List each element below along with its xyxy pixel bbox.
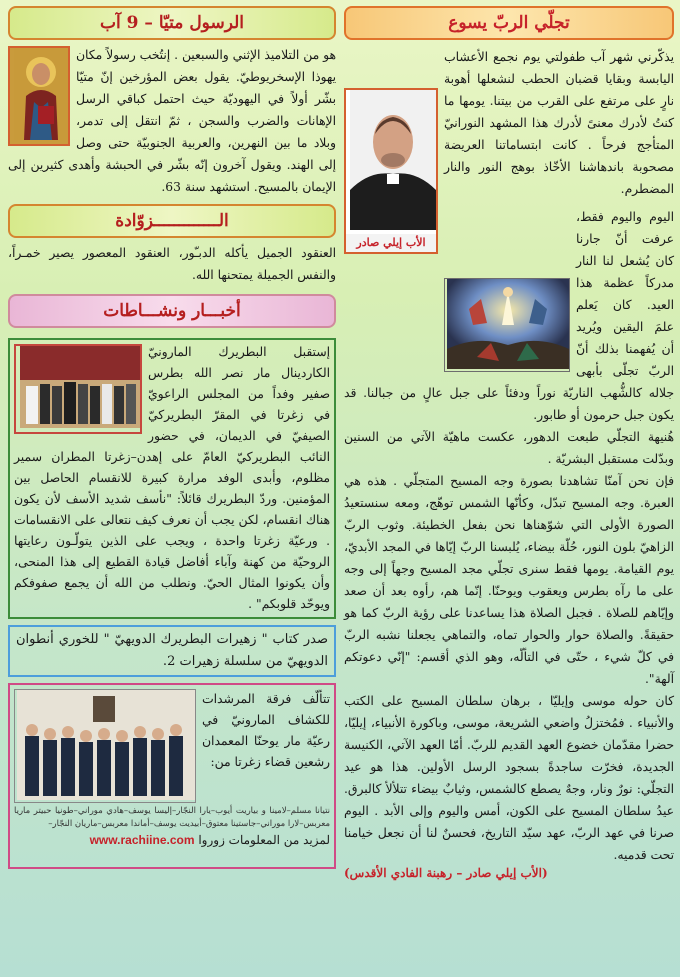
news-title: أخبـــار ونشـــاطات xyxy=(8,294,336,328)
more-info-label: لمزيد من المعلومات زوروا xyxy=(198,833,330,847)
article-paragraph-5: كان حوله موسى وإيليّا ، برهان سلطان المسيح على الكتب والأنبياء . فمُختزلُ واضعي الشريعة، موسى، وباكورة الأنبياء، إيليّا، حضرا مقدّمان خضوع العهد القديم للربّ. أمّا العهد الآتي، الكنيسة الجديدة، فخرّت ساجدةً بسجود الرسل الأولين. هذا هو عيد التجلّي: نورٌ ونار، وجهٌ يصطع كالشمس، وثيابٌ بيضاء تتلألأ كالبرق. عيدُ سلطان المسيح على الكون، أمس واليوم وإلى الأبد . اليوم صرنا في عهد الربّ، عهد سيّد التاريخ، فحسنٌ لنا أن نجعل خيامنا تحت قدميه. xyxy=(344,694,674,862)
priest-photo-caption: الأب إيلي صادر xyxy=(346,234,436,252)
article-paragraph-1 xyxy=(344,46,674,249)
saint-icon-image xyxy=(8,46,70,146)
article-signature: (الأب إيلي صادر – رهبنة الفادي الأقدس) xyxy=(344,866,548,880)
more-info-line xyxy=(14,831,330,849)
article-title: تجلّي الربّ يسوع xyxy=(344,6,674,40)
article-column xyxy=(344,6,674,880)
news-item-scouts xyxy=(8,683,336,869)
website-link[interactable]: www.rachiine.com xyxy=(89,833,195,847)
article-text-1: يذكّرني شهر آب طفولتي يوم نجمع الأعشاب اليابسة وبقايا قضبان الحطب لنشعلها أهوبة نارٍ على مرتفع على القرب من بيتنا. يومها ما كنتُ لأدرك معنىً لأدرك هذا المشهد النورانيّ المتأجج فرحاً . كانت ابتساماتنا العريضة مصحوبة باندهاشنا الأخّاذ بوهج النور والنار المضطرم. xyxy=(444,50,674,196)
scouts-photo xyxy=(14,689,196,803)
transfiguration-painting xyxy=(444,278,570,372)
news-item-book: صدر كتاب " زهيرات البطريرك الدويهيّ " للخوري أنطوان الدويهيّ من سلسلة زهيرات 2. xyxy=(8,625,336,677)
scouts-image xyxy=(17,690,195,800)
zuwada-text: العنقود الجميل يأكله الدبـّور، العنقود المعصور يصير خمـراً، والنفس الجميلة يمتحنها الله. xyxy=(8,246,336,282)
priest-photo xyxy=(344,88,438,254)
article-paragraph-4: فإن نحن آمنّا تشاهدنا بصورة وجه المسيح المتجلّي . هذه هي العبرة. وجه المسيح تبدّل، وكأنّها الشمس توهّج، ومعه سنستعيدُ الصورة الأولى التي شوّهناها نحن بفعل الخطيئة. وثوب الربّ الزاهيّ بلون النور، حُلّة بيضاء، يُلبسنا الربّ إيّاها في المجد الأبديّ، يوم القيامة. يومها فقط سنرى تجلّي مجد المسيح وجهاً إلى وجه على ما رآه بطرس ويعقوب ويوحنّا. إنّما هم، رأوه بعد أن صعد وإيّاهم للصلاة . فجبل الصلاة هذا يساعدنا على رؤية الربّ كما هو حقيقةً. والصلاة حوار والحوار تماه، والتماهي يجعلنا نشبه الربّ في كلّ شيء ، حتّى في التألّه، وهو الذي أقسم: "إنّي دعوتكم آلهة". xyxy=(344,474,674,686)
priest-portrait-image xyxy=(350,90,436,230)
saint-text: هو من التلاميذ الإثني والسبعين . إنتُخب رسولاً مكان يهوذا الإسخريوطيّ. يقول بعض المؤرخين إنّ متيّا بشّر أولاً في اليهوديّة حيث احتمل كباقي الرسل الإهانات والضرب والسجن ، ثمّ انتقل إلى تدمر، وبلاد ما بين النهرين، والعربية الجنوبيّة حتى وصل إلى الهند. ويقول آخرون إنّه بشّر في الحبشة وأهدى كثيرين إلى الإيمان بالمسيح. استشهد سنة 63. xyxy=(8,48,336,194)
news-item-patriarch xyxy=(8,338,336,619)
transfiguration-image xyxy=(447,279,569,369)
zuwada-title: الـــــــــــــزوّادة xyxy=(8,204,336,238)
delegation-photo xyxy=(14,344,142,434)
sidebar-column xyxy=(8,6,336,869)
article-paragraph-3: هُنيهة التجلّي طبعت الدهور، عكست ماهيّة الآتي من السنين وبدّلت مستقبل البشريّة . xyxy=(344,430,674,466)
delegation-image xyxy=(20,346,140,428)
scout-names: نتيانا مسلم–لامينا و بياريت أيوب–يارا النجّار–إليسا يوسف–هادي موراني–طونيا حبيتر ماريا معربس–لارا موراني–جاستينا معتوق–أبيديت يوسف–أماندا معربس–ماريان النجّار– xyxy=(14,806,330,829)
article-text-2: اليوم واليوم فقط، عرفت أنّ جارنا كان يُشعل لنا النار مدركاً عظمة هذا العيد. كان يَعلم علمَ اليقين ويُريد أن يُفهمنا بذلك أنّ الربّ تجلّى بأبهى جلاله كالشُّهب الناريّة نوراً ودفئاً على جبل عالٍ من جبالنا. قد يكون جبل حرمون أو طابور. xyxy=(344,210,674,422)
news-3-text: تتألّف فرقة المرشدات للكشاف المارونيّ في رعيّة مار يوحنّا المعمدان رشعين قضاء زغرتا من: xyxy=(202,692,330,769)
saint-paragraph xyxy=(8,44,336,198)
news-1-text: إستقبل البطريرك المارونيّ الكاردينال مار نصر الله بطرس صفير وفداً من المجلس الراعويّ في زغرتا في المقرّ البطريركيّ الصيفيّ في الديمان، في حضور النائب البطريركيّ العامّ على إهدن–زغرتا المطران سمير مظلوم، وأبدى الوفد مرارة كبيرة للانقسام الحاصل بين المؤمنين. وردّ البطريرك قائلاً: "نأسف شديد الأسف لأن يكون هناك انقسام، لكن يجب أن نعرف كيف نتعالى على الانقسامات . ورعيّة زغرتا واحدة ، ويجب على الذين يتولّـون رعايتها الروحيّة من كهنة وآباء أفاضل قيادة القطيع إلى هذا المنحى، وأن يكونوا المثال الحيّ. ونطلب من الله أن يجمع صفوفكم ويوحّد قلوبكم" . xyxy=(14,345,330,611)
saint-title: الرسول متيّا – 9 آب xyxy=(8,6,336,40)
icon-painting xyxy=(14,48,68,140)
